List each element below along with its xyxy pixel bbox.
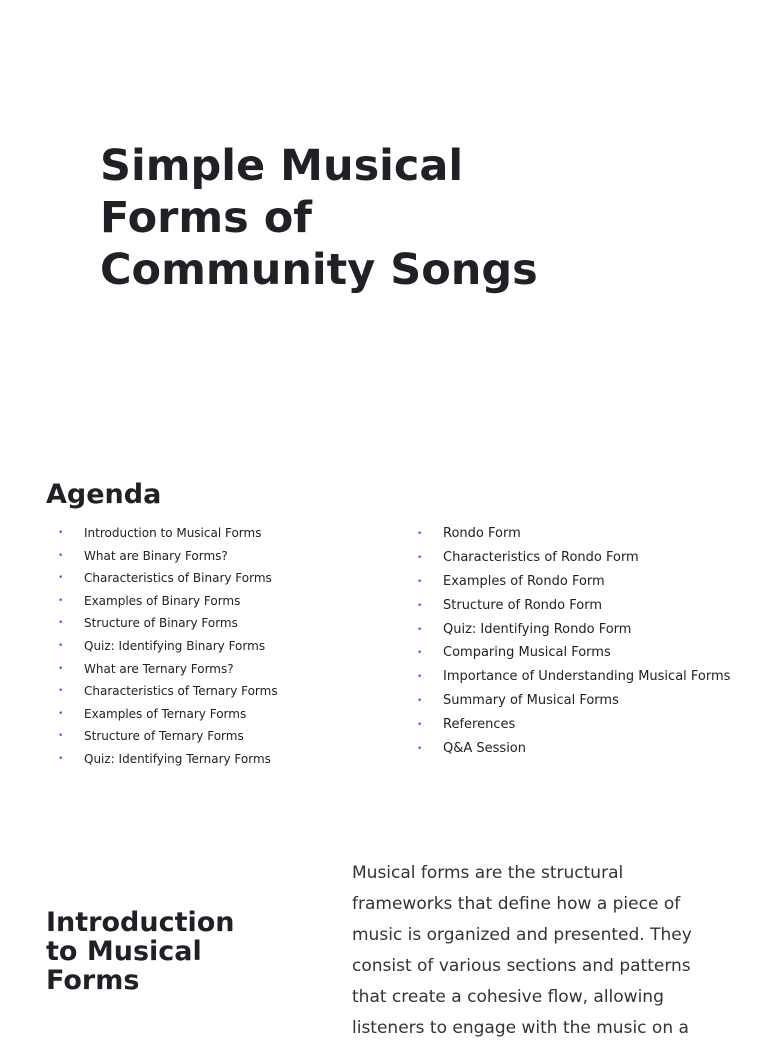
agenda-list-left	[58, 523, 278, 772]
agenda-item	[58, 568, 278, 591]
agenda-item-label: Characteristics of Binary Forms	[84, 571, 272, 586]
intro-body-line: that create a cohesive flow, allowing	[352, 987, 664, 1007]
bullet-icon: •	[58, 573, 64, 584]
agenda-item-label: Q&A Session	[443, 741, 526, 757]
agenda-item-label: Importance of Understanding Musical Forms	[443, 669, 731, 685]
agenda-item	[417, 690, 730, 714]
intro-body-line: listeners to engage with the music on a	[352, 1018, 689, 1038]
intro-slide	[0, 850, 768, 1038]
intro-body-line: Musical forms are the structural	[352, 863, 624, 883]
intro-body-text	[352, 858, 722, 1044]
intro-heading-line: Introduction	[46, 907, 235, 938]
agenda-list-right	[417, 523, 731, 762]
agenda-item-label: Examples of Ternary Forms	[84, 706, 247, 721]
agenda-item-label: References	[443, 717, 516, 733]
agenda-item-label: Examples of Binary Forms	[84, 593, 241, 608]
bullet-icon: •	[417, 576, 423, 587]
bullet-icon: •	[58, 550, 64, 561]
agenda-item	[58, 681, 278, 704]
agenda-item-label: Comparing Musical Forms	[443, 645, 611, 661]
intro-heading-line: Forms	[46, 965, 140, 996]
title-line: Simple Musical	[100, 141, 464, 191]
bullet-icon: •	[58, 731, 64, 742]
agenda-item	[58, 591, 278, 614]
agenda-item	[417, 619, 730, 643]
agenda-item-label: What are Ternary Forms?	[84, 661, 234, 676]
agenda-item-label: Characteristics of Ternary Forms	[84, 684, 278, 699]
agenda-item	[58, 726, 278, 749]
agenda-item	[58, 704, 278, 727]
agenda-item-label: Quiz: Identifying Rondo Form	[443, 621, 632, 637]
agenda-item-label: Structure of Binary Forms	[84, 616, 238, 631]
agenda-slide	[0, 470, 768, 790]
bullet-icon: •	[417, 648, 423, 659]
agenda-item	[417, 642, 730, 666]
title-slide	[0, 0, 768, 440]
bullet-icon: •	[58, 528, 64, 538]
presentation-title	[100, 140, 580, 296]
agenda-item	[417, 738, 730, 762]
agenda-item	[58, 546, 278, 569]
agenda-item-label: Examples of Rondo Form	[443, 573, 605, 589]
bullet-icon: •	[417, 552, 423, 563]
agenda-item-label: Introduction to Musical Forms	[84, 526, 262, 540]
agenda-item	[58, 636, 278, 659]
agenda-item	[417, 571, 730, 595]
agenda-item	[417, 523, 730, 547]
agenda-item	[417, 666, 731, 690]
agenda-item-label: Quiz: Identifying Ternary Forms	[84, 751, 271, 766]
agenda-item-label: Structure of Rondo Form	[443, 597, 602, 613]
agenda-item-label: Characteristics of Rondo Form	[443, 549, 639, 565]
bullet-icon: •	[417, 744, 423, 755]
bullet-icon: •	[58, 663, 64, 674]
bullet-icon: •	[417, 529, 423, 539]
agenda-item-label: Quiz: Identifying Binary Forms	[84, 638, 266, 653]
agenda-item	[58, 613, 278, 636]
intro-body-line: frameworks that define how a piece of	[352, 894, 681, 914]
bullet-icon: •	[417, 672, 423, 683]
agenda-item-label: Summary of Musical Forms	[443, 693, 619, 709]
bullet-icon: •	[417, 720, 423, 731]
agenda-heading: Agenda	[46, 479, 162, 510]
bullet-icon: •	[417, 624, 423, 635]
intro-heading	[46, 908, 306, 995]
intro-body-line: consist of various sections and patterns	[352, 956, 691, 976]
bullet-icon: •	[58, 753, 64, 764]
agenda-item	[58, 659, 278, 682]
title-line: Forms of	[100, 193, 312, 243]
bullet-icon: •	[58, 595, 64, 606]
agenda-item-label: Structure of Ternary Forms	[84, 729, 244, 744]
bullet-icon: •	[417, 696, 423, 707]
bullet-icon: •	[58, 708, 64, 719]
intro-body-line: music is organized and presented. They	[352, 925, 692, 945]
agenda-item	[417, 595, 730, 619]
agenda-item	[417, 547, 730, 571]
agenda-item-label: What are Binary Forms?	[84, 548, 228, 563]
agenda-item	[417, 714, 730, 738]
title-line: Community Songs	[100, 245, 538, 295]
bullet-icon: •	[417, 600, 423, 611]
agenda-item	[58, 523, 278, 546]
agenda-item-label: Rondo Form	[443, 526, 521, 541]
bullet-icon: •	[58, 686, 64, 697]
bullet-icon: •	[58, 640, 64, 651]
intro-heading-line: to Musical	[46, 936, 202, 967]
bullet-icon: •	[58, 618, 64, 629]
agenda-item	[58, 749, 278, 772]
